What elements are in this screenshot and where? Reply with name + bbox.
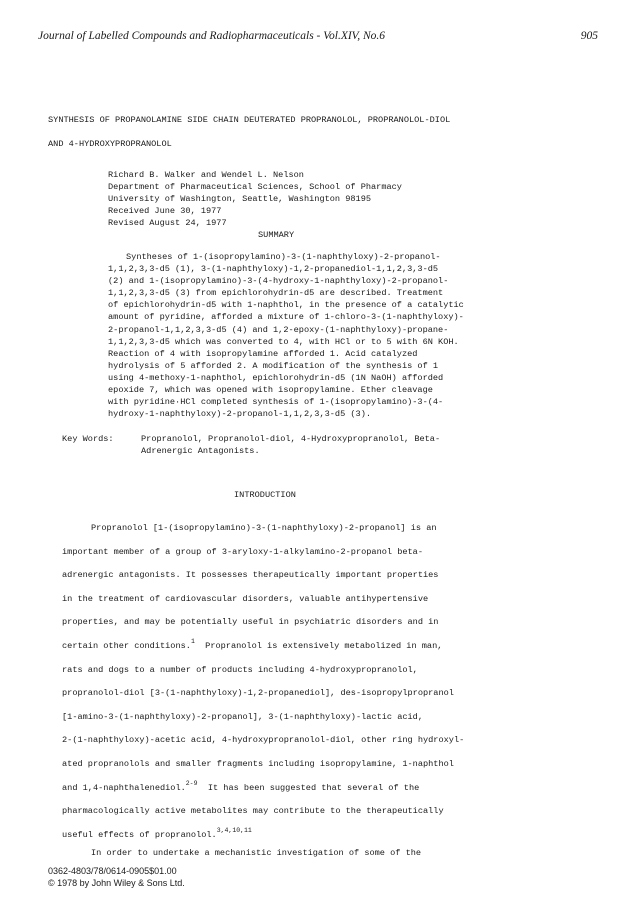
next-paragraph: In order to undertake a mechanistic investigation of some of the	[91, 848, 422, 858]
body-line: in the treatment of cardiovascular disorders, valuable antihypertensive	[62, 593, 429, 604]
summary-line: epoxide 7, which was opened with isopropylamine. Ether cleavage	[108, 385, 433, 396]
reference-superscript: 1	[190, 637, 195, 645]
introduction-heading: INTRODUCTION	[234, 490, 296, 500]
author-block	[108, 169, 578, 229]
page-number: 905	[580, 30, 598, 42]
body-text: It has been suggested that several of the	[207, 782, 420, 793]
page-footer	[48, 866, 185, 889]
summary-line: Syntheses of 1-(isopropylamino)-3-(1-naphthyloxy)-2-propanol-	[126, 252, 441, 262]
body-text: Propranolol is extensively metabolized in man,	[205, 640, 443, 651]
title-line-1: SYNTHESIS OF PROPANOLAMINE SIDE CHAIN DEUTERATED PROPRANOLOL, PROPRANOLOL-DIOL	[48, 115, 451, 125]
author-names: Richard B. Walker and Wendel L. Nelson	[108, 170, 304, 180]
body-text: and 1,4-naphthalenediol.	[62, 782, 186, 793]
summary-heading: SUMMARY	[258, 230, 295, 240]
summary-line: with pyridine·HCl completed synthesis of 1-(isopropylamino)-3-(4-	[108, 397, 444, 408]
summary-line: 1,1,2,3,3-d5 (1), 3-(1-naphthyloxy)-1,2-propanediol-1,1,2,3,3-d5	[108, 264, 439, 275]
journal-title: Journal of Labelled Compounds and Radiopharmaceuticals - Vol.XIV, No.6	[38, 30, 386, 42]
summary-line: amount of pyridine, afforded a mixture of 1-chloro-3-(1-naphthyloxy)-	[108, 312, 464, 323]
author-department: Department of Pharmaceutical Sciences, School of Pharmacy	[108, 182, 402, 193]
body-line	[62, 824, 602, 848]
body-line: ated propranolols and smaller fragments including isopropylamine, 1-naphthol	[62, 758, 454, 769]
summary-text	[108, 251, 578, 420]
body-line: rats and dogs to a number of products including 4-hydroxypropranolol,	[62, 664, 418, 675]
summary-line: 1,1,2,3,3-d5 which was converted to 4, with HCl or to 5 with 6N KOH.	[108, 336, 459, 347]
body-line: 2-(1-naphthyloxy)-acetic acid, 4-hydroxypropranolol-diol, other ring hydroxyl-	[62, 735, 465, 746]
body-text: useful effects of propranolol.	[62, 829, 217, 840]
article-code: 0362-4803/78/0614-0905$01.00	[48, 866, 177, 876]
summary-line: hydroxy-1-naphthyloxy)-2-propanol-1,1,2,3,3-d5 (3).	[108, 409, 372, 420]
reference-superscript: 3,4,10,11	[216, 826, 252, 834]
introduction-text	[62, 517, 602, 847]
summary-line: 2-propanol-1,1,2,3,3-d5 (4) and 1,2-epoxy-(1-naphthyloxy)-propane-	[108, 324, 449, 335]
summary-line: 1,1,2,3,3-d5 (3) from epichlorohydrin-d5 are described. Treatment	[108, 288, 444, 299]
body-line: [1-amino-3-(1-naphthyloxy)-2-propanol], 3-(1-naphthyloxy)-lactic acid,	[62, 711, 423, 722]
summary-line: (2) and 1-(isopropylamino)-3-(4-hydroxy-1-naphthyloxy)-2-propanol-	[108, 276, 449, 287]
summary-line: using 4-methoxy-1-naphthol, epichlorohydrin-d5 (1N NaOH) afforded	[108, 372, 444, 383]
summary-line: Reaction of 4 with isopropylamine afforded 1. Acid catalyzed	[108, 348, 418, 359]
reference-superscript: 2-9	[185, 779, 198, 787]
running-header	[38, 30, 598, 46]
received-date: Received June 30, 1977	[108, 206, 222, 217]
body-line	[62, 635, 602, 659]
key-words-label: Key Words:	[62, 434, 114, 444]
summary-line: hydrolysis of 5 afforded 2. A modification of the synthesis of 1	[108, 360, 439, 371]
body-line: pharmacologically active metabolites may contribute to the therapeutically	[62, 806, 444, 817]
author-university: University of Washington, Seattle, Washington 98195	[108, 194, 372, 205]
title-line-2: AND 4-HYDROXYPROPRANOLOL	[48, 139, 172, 149]
revised-date: Revised August 24, 1977	[108, 218, 227, 229]
body-line: important member of a group of 3-aryloxy-1-alkylamino-2-propanol beta-	[62, 546, 423, 557]
body-text: certain other conditions.	[62, 640, 191, 651]
article-title	[48, 108, 588, 156]
copyright-notice: © 1978 by John Wiley & Sons Ltd.	[48, 877, 185, 888]
key-words-line-1: Propranolol, Propranolol-diol, 4-Hydroxypropranolol, Beta-	[141, 434, 441, 444]
body-line: propranolol-diol [3-(1-naphthyloxy)-1,2-propanediol], des-isopropylpropranol	[62, 688, 454, 699]
body-line	[62, 777, 602, 801]
key-words-line-2: Adrenergic Antagonists.	[141, 446, 260, 457]
summary-line: of epichlorohydrin-d5 with 1-naphthol, in the presence of a catalytic	[108, 300, 464, 311]
body-line: properties, and may be potentially useful in psychiatric disorders and in	[62, 617, 439, 628]
key-words	[62, 433, 592, 457]
body-line: Propranolol [1-(isopropylamino)-3-(1-naphthyloxy)-2-propanol] is an	[91, 523, 437, 533]
body-line: adrenergic antagonists. It possesses therapeutically important properties	[62, 570, 439, 581]
